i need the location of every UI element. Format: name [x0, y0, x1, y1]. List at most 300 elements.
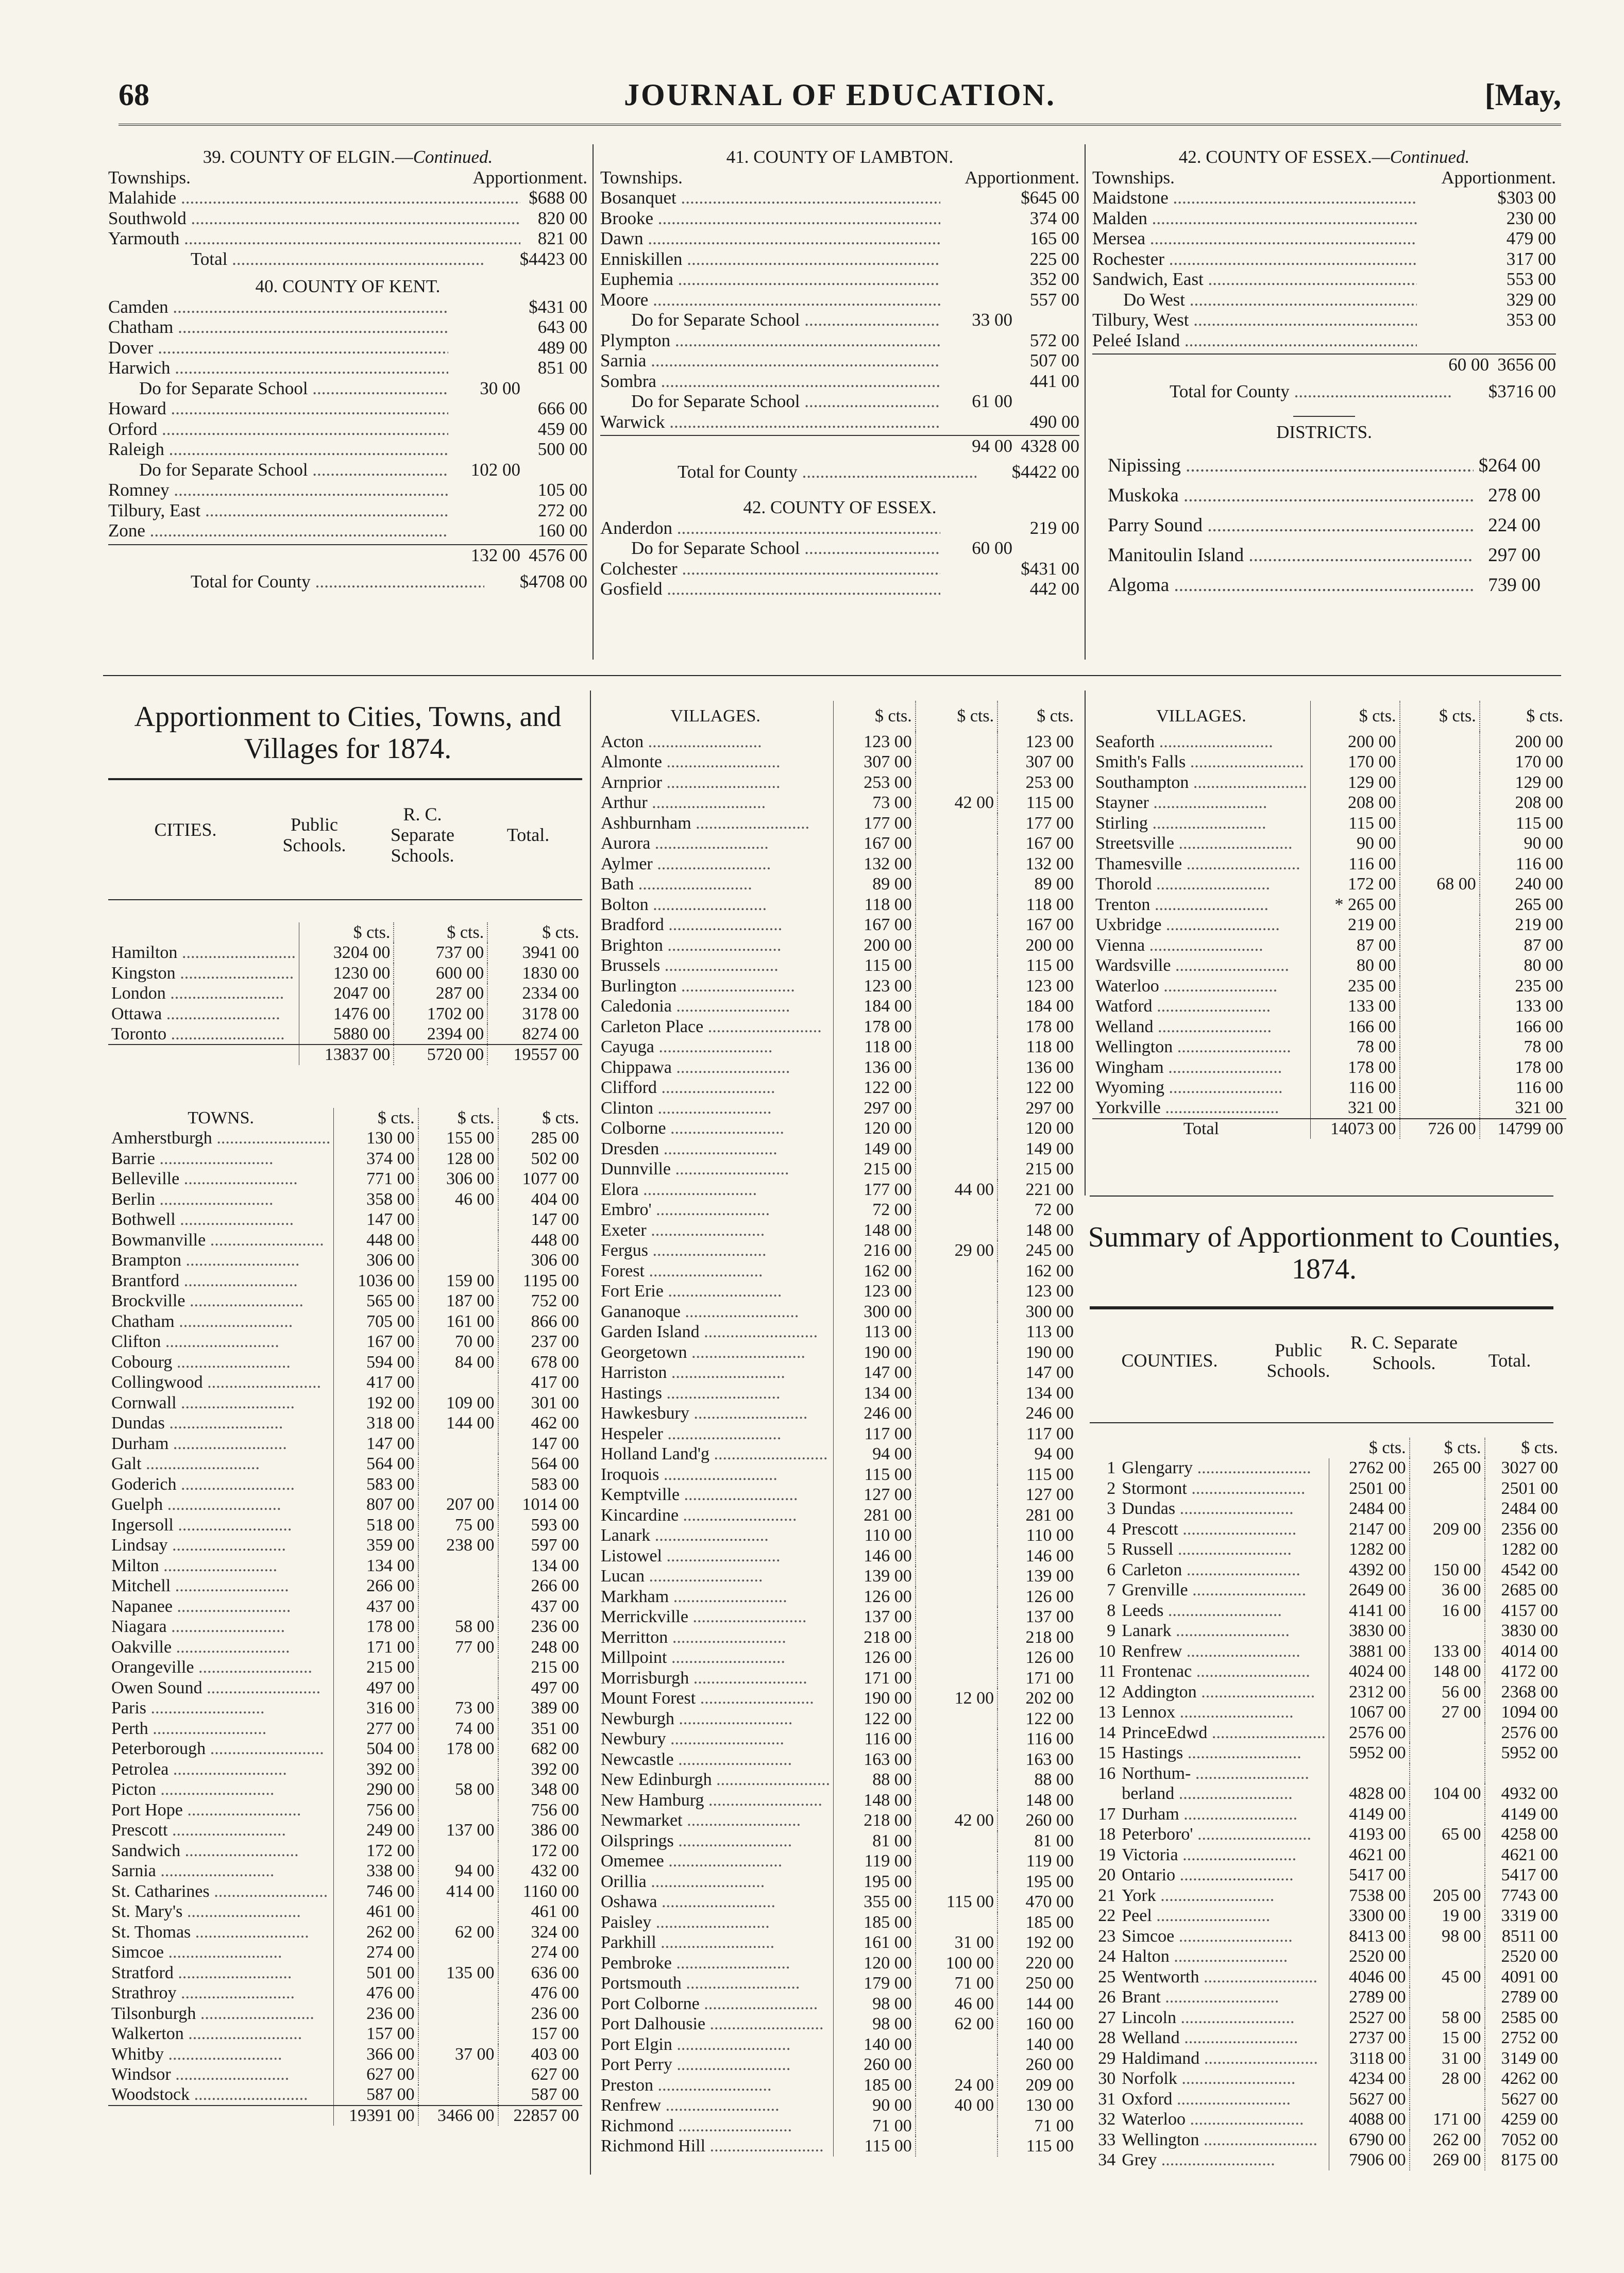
row-label: Merrickville ..... [601, 1607, 806, 1626]
list-item [600, 330, 1079, 351]
item-value: 479 00 [1506, 228, 1556, 248]
list-item [108, 228, 587, 249]
table-cell: 587 00 [334, 2085, 418, 2106]
table-cell [108, 1556, 334, 1576]
table-cell: 2047 00 [299, 984, 394, 1004]
table-row [598, 1220, 1077, 1241]
table-cell: 248 00 [531, 1637, 579, 1657]
table-cell: 134 00 [834, 1383, 916, 1404]
summary-table [1092, 1438, 1561, 2170]
row-label: Peterborough ..... [111, 1739, 324, 1758]
summary-row [1092, 2130, 1561, 2150]
cities-header: CITIES. [154, 819, 217, 840]
table-row [108, 1780, 582, 1800]
table-row [108, 1129, 582, 1149]
table-cell: 4024 00 [1329, 1662, 1409, 1682]
table-cell [598, 1444, 834, 1465]
table-row [108, 1658, 582, 1678]
table-cell [916, 1282, 997, 1302]
table-cell: 2501 00 [1501, 1478, 1558, 1498]
table-cell [418, 1759, 498, 1780]
table-cell [1410, 1845, 1485, 1865]
summary-row [1092, 1519, 1561, 1540]
row-label: Newcastle ..... [601, 1750, 792, 1769]
table-cell: 149 00 [1025, 1139, 1074, 1158]
county-name: Hastings ..... [1122, 1743, 1301, 1762]
table-row [108, 1149, 582, 1169]
row-label: Almonte ..... [601, 752, 780, 771]
table-row [598, 1994, 1077, 2014]
table-row [1092, 915, 1566, 936]
table-cell [916, 1627, 997, 1648]
table-cell: 116 00 [834, 1729, 916, 1750]
summary-row [1092, 1885, 1561, 1906]
towns-table [108, 1108, 582, 2126]
table-cell [916, 1831, 997, 1851]
table-cell [598, 1017, 834, 1037]
table-cell [916, 1648, 997, 1669]
table-cell [108, 2065, 334, 2085]
table-cell: 75 00 [418, 1515, 498, 1536]
table-row [108, 1576, 582, 1597]
item-separate [448, 439, 520, 460]
row-label: Vienna ..... [1095, 936, 1263, 955]
table-cell: 470 00 [1025, 1892, 1074, 1912]
lambton-total: Total for County ..... $4422 00 [600, 462, 1079, 482]
table-cell: 123 00 [1025, 1282, 1074, 1301]
summary-row [1092, 2089, 1561, 2110]
table-cell [598, 1282, 834, 1302]
table-cell: 184 00 [1025, 997, 1074, 1016]
item-separate [448, 338, 520, 358]
table-cell [418, 1373, 498, 1393]
table-cell [598, 813, 834, 834]
table-cell [598, 915, 834, 936]
table-row [598, 895, 1077, 915]
table-cell [598, 1831, 834, 1851]
table-cell: 31 00 [1410, 2048, 1485, 2069]
table-cell [1092, 956, 1310, 976]
summary-row [1092, 1621, 1561, 1642]
row-label: Picton ..... [111, 1780, 274, 1799]
table-row [1092, 997, 1566, 1017]
table-cell: 5720 00 [394, 1045, 487, 1065]
table-cell: 166 00 [1515, 1017, 1563, 1036]
table-cell [916, 1057, 997, 1078]
table-cell: 147 00 [531, 1210, 579, 1230]
item-name: Raleigh ..... [108, 439, 448, 460]
table-cell [598, 1464, 834, 1485]
summary-row [1092, 1825, 1561, 1845]
table-cell: 118 00 [834, 1037, 916, 1058]
item-value: 557 00 [1029, 289, 1079, 310]
table-cell [108, 1678, 334, 1698]
table-cell: 123 00 [834, 1282, 916, 1302]
table-cell: 133 00 [1515, 997, 1563, 1016]
item-separate: 61 00 [972, 391, 1012, 411]
table-cell [418, 1841, 498, 1861]
item-name: Howard ..... [108, 398, 448, 419]
lambton-head: Townships. Apportionment. [600, 167, 1079, 188]
summary-row [1092, 1641, 1561, 1662]
table-cell: 134 00 [1025, 1383, 1074, 1403]
row-label: New Edinburgh ..... [601, 1770, 830, 1789]
row-label: Cayuga ..... [601, 1037, 772, 1056]
county-name: Lanark ..... [1122, 1621, 1290, 1640]
item-value: 553 00 [1506, 269, 1556, 289]
item-separate [940, 350, 1012, 371]
table-cell: 7743 00 [1501, 1885, 1558, 1905]
table-cell: 126 00 [834, 1648, 916, 1669]
table-row [108, 1943, 582, 1963]
table-row [108, 1983, 582, 2004]
table-cell [916, 1098, 997, 1119]
table-cell [108, 1596, 334, 1617]
row-label: Mount Forest ..... [601, 1689, 814, 1708]
item-name: Rochester ..... [1092, 249, 1417, 270]
item-name: Plympton ..... [600, 330, 940, 351]
list-item [600, 559, 1079, 579]
table-cell: 109 00 [418, 1393, 498, 1413]
table-cell: VILLAGES. [598, 701, 834, 732]
table-cell [418, 1210, 498, 1231]
table-row [598, 1790, 1077, 1811]
table-cell: 238 00 [418, 1536, 498, 1556]
table-cell: 123 00 [834, 732, 916, 752]
summary-row [1092, 1784, 1561, 1805]
table-cell: 116 00 [1515, 1078, 1563, 1098]
row-label: Belleville ..... [111, 1169, 298, 1188]
table-row [108, 1413, 582, 1434]
table-cell: 266 00 [334, 1576, 418, 1597]
table-cell [108, 1189, 334, 1210]
table-cell: 123 00 [834, 976, 916, 997]
table-cell: 461 00 [531, 1902, 579, 1922]
month-label: [May, [1484, 78, 1561, 112]
table-cell: 219 00 [1310, 915, 1399, 936]
table-cell: 68 00 [1400, 874, 1480, 895]
table-cell: 115 00 [916, 1892, 997, 1913]
table-cell [1092, 935, 1310, 956]
table-cell [418, 1474, 498, 1495]
table-cell: 136 00 [1025, 1057, 1074, 1077]
table-cell: 2789 00 [1501, 1988, 1558, 2007]
table-cell: 31 00 [916, 1933, 997, 1954]
item-name: Chatham ..... [108, 317, 448, 338]
table-cell: 162 00 [834, 1261, 916, 1282]
row-label: St. Catharines ..... [111, 1882, 328, 1901]
table-cell: 404 00 [531, 1189, 579, 1209]
item-name: Dawn ..... [600, 228, 940, 249]
table-cell [598, 976, 834, 997]
table-cell: 205 00 [1410, 1885, 1485, 1906]
table-cell: 374 00 [334, 1149, 418, 1169]
item-value: 507 00 [1029, 350, 1079, 371]
table-cell: 177 00 [834, 813, 916, 834]
table-cell [108, 1004, 299, 1024]
table-cell: 115 00 [1515, 813, 1563, 833]
table-row [1092, 976, 1566, 997]
table-cell [1119, 2008, 1329, 2028]
table-cell [1119, 1926, 1329, 1947]
item-separate [1417, 249, 1489, 270]
table-cell [1410, 1988, 1485, 2008]
table-cell [598, 1790, 834, 1811]
table-cell [418, 1658, 498, 1678]
table-cell: 163 00 [834, 1749, 916, 1770]
table-row [598, 1567, 1077, 1587]
county-name: Wellington ..... [1122, 2130, 1317, 2149]
table-cell: 215 00 [834, 1159, 916, 1180]
county-name: Welland ..... [1122, 2028, 1298, 2047]
table-cell [598, 2034, 834, 2055]
county-name: Oxford ..... [1122, 2090, 1291, 2109]
table-cell [1400, 752, 1480, 773]
row-label: Napanee ..... [111, 1597, 291, 1616]
table-cell: 71 00 [834, 2116, 916, 2136]
table-cell: 172 00 [531, 1841, 579, 1860]
table-cell: 4258 00 [1501, 1825, 1558, 1844]
table-cell [1092, 1438, 1119, 1458]
table-cell: 140 00 [834, 2034, 916, 2055]
row-label: Whitby ..... [111, 2045, 282, 2064]
table-cell [108, 963, 299, 984]
table-cell: 19391 00 [334, 2106, 418, 2126]
table-cell [598, 1648, 834, 1669]
table-cell [598, 1872, 834, 1892]
row-label: Barrie ..... [111, 1149, 273, 1168]
list-item [108, 520, 587, 541]
item-name: Do West ..... [1092, 290, 1417, 310]
table-cell [598, 1668, 834, 1689]
table-cell: 3118 00 [1329, 2048, 1409, 2069]
table-cell [1092, 1037, 1310, 1058]
table-cell: 13 [1098, 1703, 1116, 1722]
item-separate [448, 297, 520, 317]
table-cell: 78 00 [1310, 1037, 1399, 1058]
table-cell: 119 00 [1026, 1851, 1074, 1871]
list-item [600, 412, 1079, 432]
table-cell [1119, 2089, 1329, 2110]
header-rule [119, 124, 1561, 126]
table-cell [598, 1505, 834, 1526]
table-row [108, 1210, 582, 1231]
table-cell: 5880 00 [299, 1024, 394, 1045]
table-cell [108, 1393, 334, 1413]
table-cell: 110 00 [834, 1526, 916, 1546]
table-cell [598, 1159, 834, 1180]
row-label: Yorkville ..... [1095, 1098, 1279, 1117]
table-cell: 3 [1107, 1499, 1116, 1519]
table-cell [1400, 915, 1480, 936]
table-cell: 807 00 [334, 1495, 418, 1516]
table-cell: 297 00 [1025, 1098, 1074, 1118]
table-cell [916, 1037, 997, 1058]
table-cell: 265 00 [1515, 895, 1563, 914]
table-cell: 307 00 [1025, 752, 1074, 772]
table-cell [1092, 895, 1310, 915]
table-row [598, 1078, 1077, 1099]
row-label: Georgetown ..... [601, 1343, 805, 1362]
essex-rows [600, 518, 1079, 599]
table-cell: 7906 00 [1329, 2150, 1409, 2171]
table-cell: 178 00 [1025, 1017, 1074, 1036]
row-label: Brighton ..... [601, 936, 781, 955]
row-label: Burlington ..... [601, 976, 795, 996]
table-cell: 1036 00 [334, 1271, 418, 1291]
table-cell [108, 1495, 334, 1516]
table-cell: 417 00 [334, 1373, 418, 1393]
summary-head-rule [1090, 1422, 1553, 1423]
item-separate [448, 317, 520, 338]
table-cell: 12 00 [916, 1689, 997, 1709]
table-cell [916, 1770, 997, 1791]
county-name: berland ..... [1122, 1784, 1292, 1803]
table-cell: 27 [1098, 2008, 1116, 2027]
table-cell [1410, 1763, 1485, 1784]
table-cell: 2147 00 [1329, 1519, 1409, 1540]
list-item [600, 188, 1079, 208]
table-cell: 4088 00 [1329, 2110, 1409, 2130]
table-cell: 200 00 [1310, 732, 1399, 752]
table-cell [916, 1139, 997, 1159]
row-label: Holland Land'g ..... [601, 1444, 828, 1463]
table-cell: 417 00 [531, 1373, 579, 1392]
table-cell: $ cts. [1521, 1438, 1558, 1457]
table-cell [916, 1078, 997, 1099]
table-cell [1410, 2089, 1485, 2110]
table-cell: 476 00 [531, 1983, 579, 2003]
total-header: Total. [506, 824, 550, 845]
table-cell [1119, 1601, 1329, 1621]
table-cell: 678 00 [531, 1352, 579, 1372]
table-cell [598, 2116, 834, 2136]
table-cell: 166 00 [1310, 1017, 1399, 1037]
table-cell [1119, 1845, 1329, 1865]
table-cell: 2527 00 [1329, 2008, 1409, 2028]
table-cell: 253 00 [834, 772, 916, 793]
table-cell: $ cts. [1400, 701, 1480, 732]
table-cell [916, 854, 997, 874]
list-item [600, 391, 1079, 412]
table-cell: 98 00 [1410, 1926, 1485, 1947]
table-cell: 116 00 [1026, 1729, 1074, 1749]
table-cell: 1014 00 [522, 1495, 579, 1514]
table-cell [598, 2096, 834, 2116]
table-cell: 127 00 [1025, 1485, 1074, 1505]
table-row [598, 793, 1077, 814]
table-cell: 301 00 [531, 1393, 579, 1412]
row-label: Clifford ..... [601, 1078, 775, 1097]
table-row [108, 1719, 582, 1739]
table-cell: 3027 00 [1501, 1458, 1558, 1478]
table-cell: 215 00 [1025, 1159, 1074, 1179]
table-cell: 80 00 [1310, 956, 1399, 976]
item-separate: 60 00 [972, 538, 1012, 558]
table-cell: 236 00 [531, 1617, 579, 1637]
table-cell [1119, 1519, 1329, 1540]
item-value: $688 00 [529, 188, 587, 208]
table-cell: 5627 00 [1329, 2089, 1409, 2110]
table-cell [1092, 752, 1310, 773]
table-row [1092, 732, 1566, 752]
table-cell: 3830 00 [1329, 1621, 1409, 1642]
table-cell: 3300 00 [1329, 1906, 1409, 1927]
table-cell [1400, 813, 1480, 834]
table-row [598, 2096, 1077, 2116]
table-cell [916, 1546, 997, 1567]
table-cell [1092, 834, 1310, 854]
table-cell: 1830 00 [522, 963, 579, 983]
row-label: Perth ..... [111, 1719, 266, 1738]
table-cell [1410, 1540, 1485, 1560]
table-cell [1119, 1763, 1329, 1784]
table-cell: TOWNS. [108, 1108, 334, 1129]
item-separate [940, 249, 1012, 270]
public-header: Public Schools. [282, 814, 346, 855]
table-cell: 235 00 [1515, 976, 1563, 996]
row-label: Millpoint ..... [601, 1648, 785, 1667]
summary-row [1092, 2008, 1561, 2028]
table-cell: 9 [1107, 1621, 1116, 1641]
table-row [598, 956, 1077, 976]
table-row [108, 1332, 582, 1353]
table-row [1092, 874, 1566, 895]
list-item [108, 338, 587, 358]
item-value: 441 00 [1029, 371, 1079, 391]
table-row [108, 1169, 582, 1190]
table-cell: 161 00 [418, 1311, 498, 1332]
summary-row [1092, 1682, 1561, 1703]
table-cell [108, 1373, 334, 1393]
table-cell [1092, 1078, 1310, 1099]
row-label: Aylmer ..... [601, 854, 771, 873]
row-label: Sarnia ..... [111, 1861, 274, 1880]
table-cell: 132 00 [1025, 854, 1074, 873]
row-label: Windsor ..... [111, 2065, 289, 2084]
table-cell: 564 00 [531, 1454, 579, 1474]
table-cell [916, 1851, 997, 1872]
table-cell [1119, 1560, 1329, 1580]
lambton-rows [600, 188, 1079, 432]
list-item [600, 310, 1079, 330]
table-cell: 627 00 [531, 2065, 579, 2084]
row-label: Pembroke ..... [601, 1954, 790, 1973]
table-cell [916, 1607, 997, 1628]
item-value: 500 00 [537, 439, 587, 459]
table-row [108, 1495, 582, 1516]
table-cell [598, 1261, 834, 1282]
item-separate [1417, 228, 1489, 249]
table-cell [598, 1342, 834, 1363]
table-cell: 184 00 [834, 997, 916, 1017]
table-cell [1119, 1703, 1329, 1723]
table-cell: 1094 00 [1501, 1703, 1558, 1722]
table-cell [598, 1404, 834, 1424]
table-cell [1092, 976, 1310, 997]
table-cell [1400, 834, 1480, 854]
table-cell [598, 2075, 834, 2096]
villages-head-row [598, 701, 1077, 732]
table-row [598, 1546, 1077, 1567]
table-cell [418, 1678, 498, 1698]
table-cell: 321 00 [1515, 1098, 1563, 1118]
table-cell: 403 00 [531, 2044, 579, 2064]
list-item [1092, 310, 1556, 330]
table-row [598, 1180, 1077, 1200]
table-cell: 5952 00 [1329, 1743, 1409, 1764]
item-name: Malahide ..... [108, 188, 520, 208]
